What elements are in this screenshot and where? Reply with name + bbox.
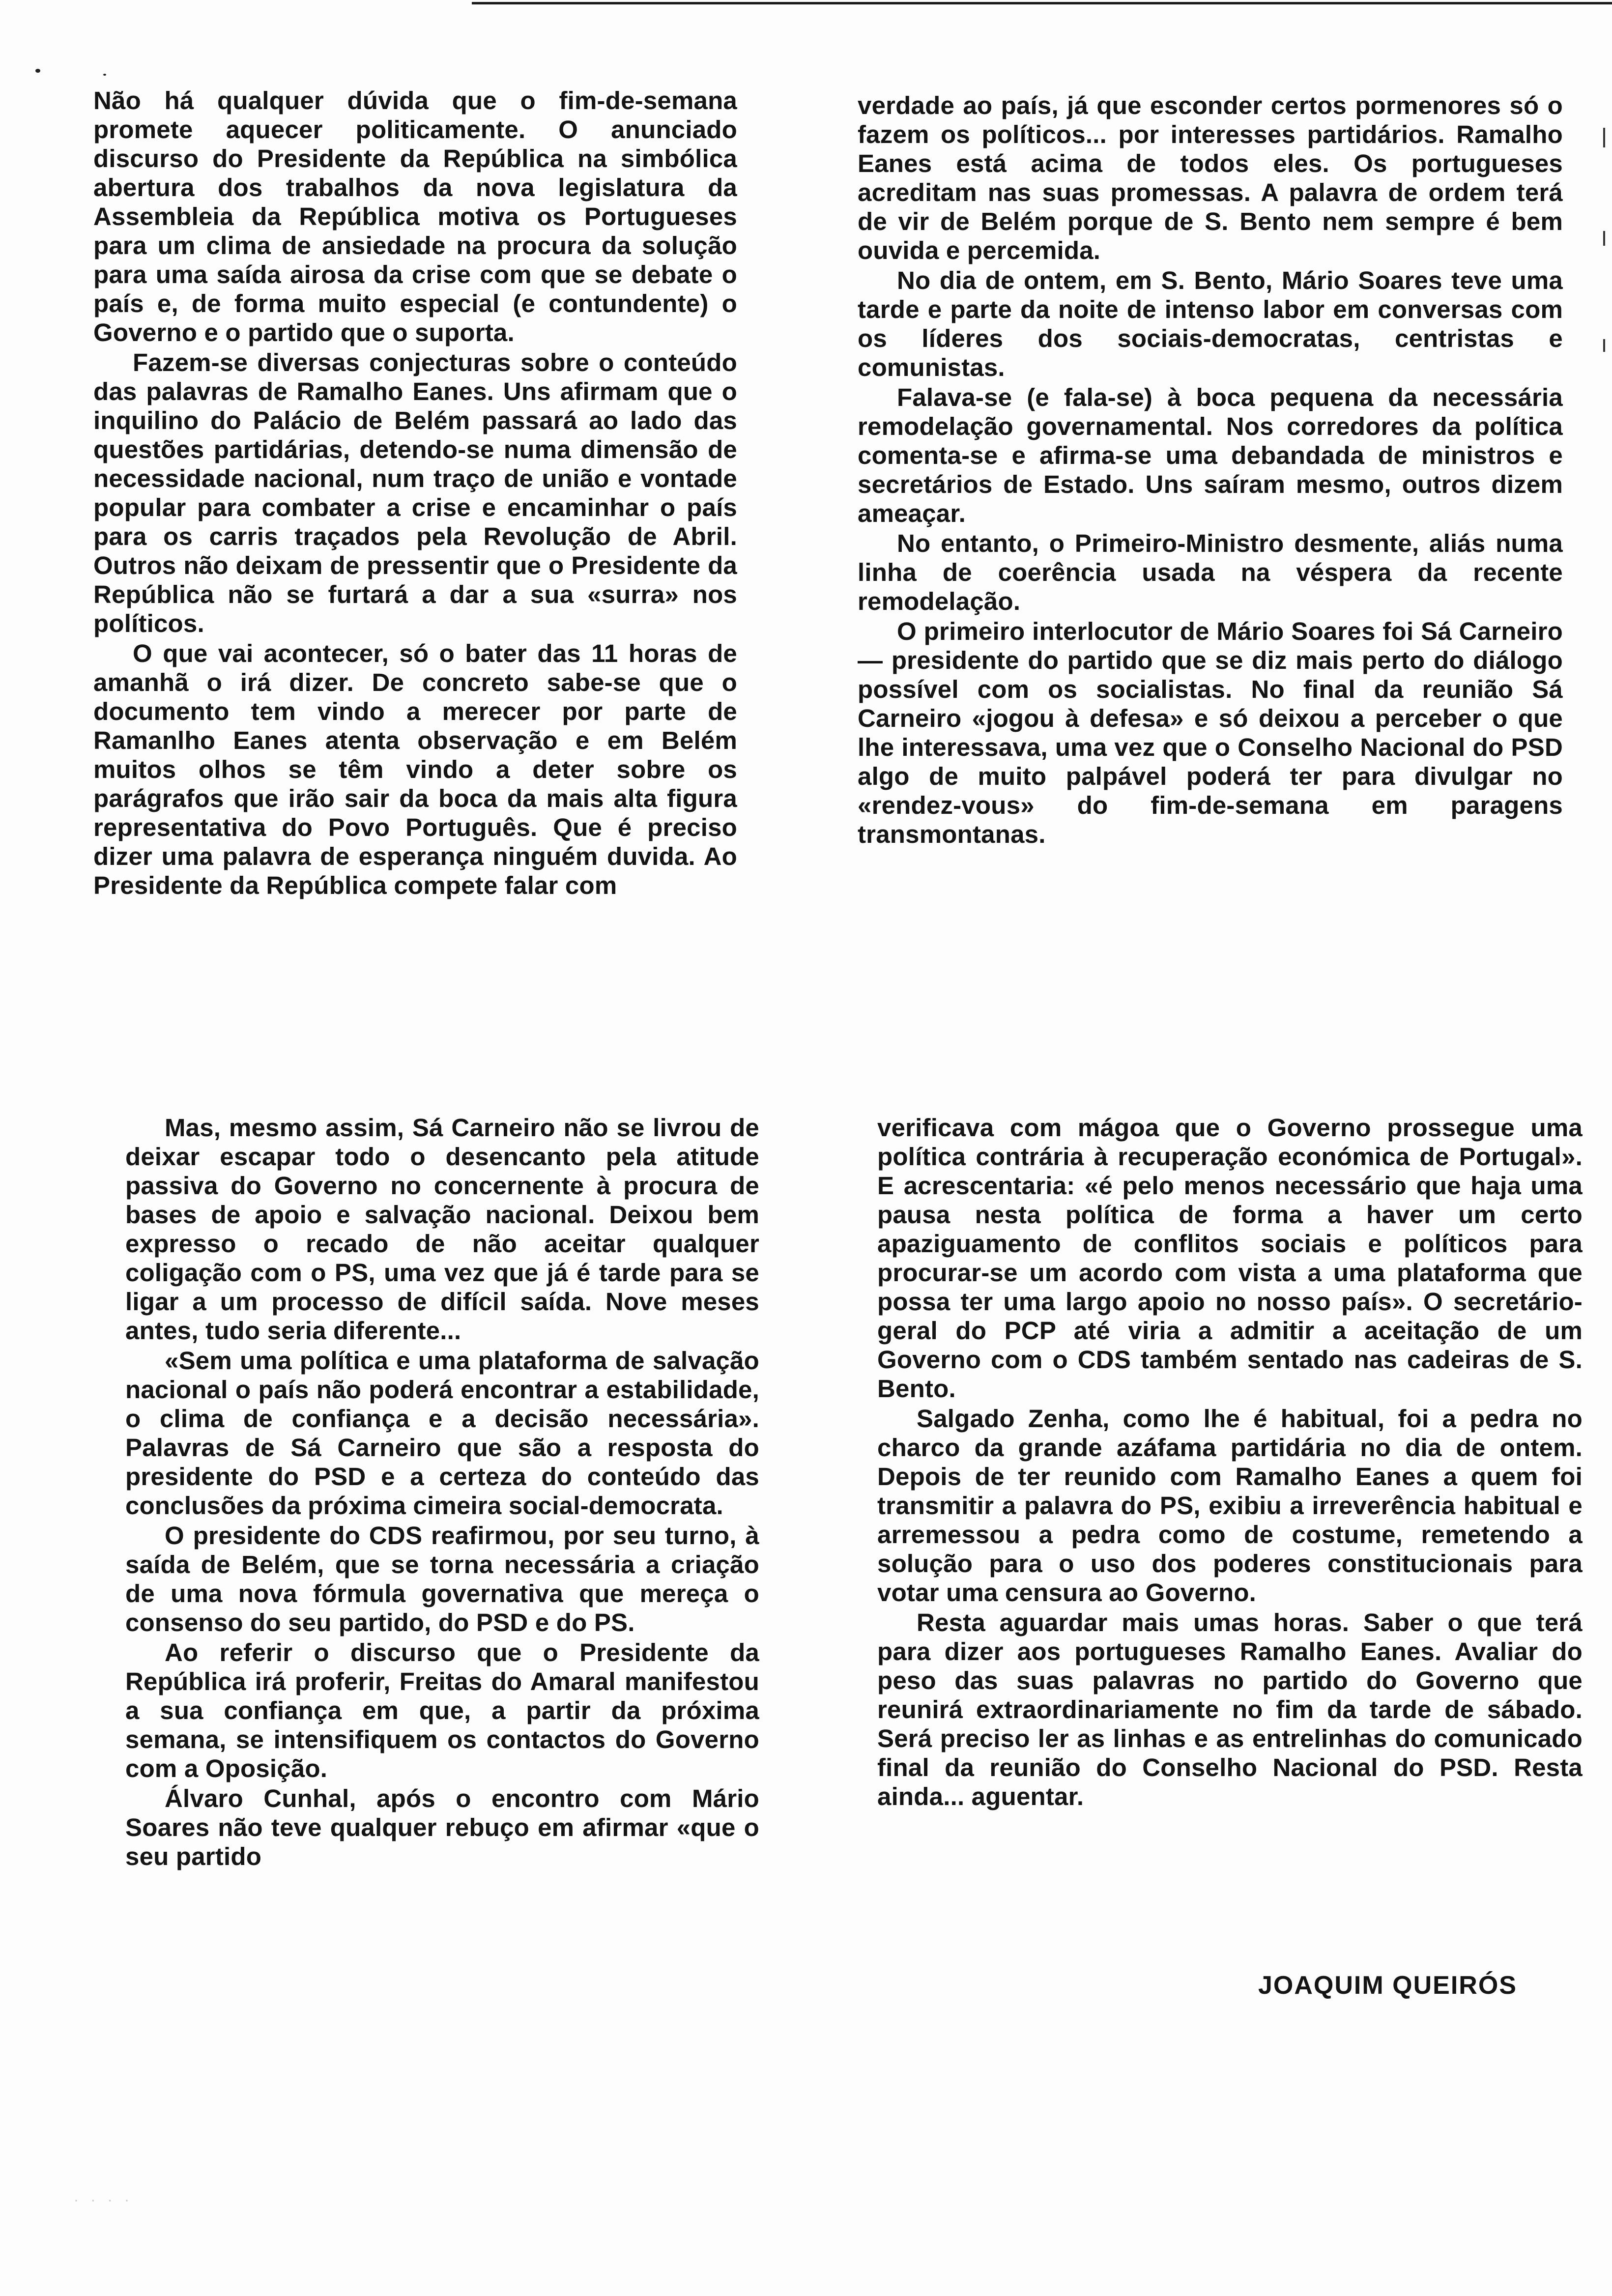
paragraph: O que vai acontecer, só o bater das 11 horas de amanhã o irá dizer. De concreto sabe-se que o documento tem vindo a merecer por parte de Ramanlho Eanes atenta observação e em Belém muitos olhos se têm vindo a deter sobre os parágrafos que irão sair da boca da mais alta figura representativa do Povo Português. Que é preciso dizer uma palavra de esperança ninguém duvida. Ao Presidente da República compete falar com	[93, 639, 737, 899]
column-bottom-left	[125, 1113, 759, 1872]
paragraph: Fazem-se diversas conjecturas sobre o conteúdo das palavras de Ramalho Eanes. Uns afirmam que o inquilino do Palácio de Belém passará ao lado das questões partidárias, detendo-se numa dimensão de necessidade nacional, num traço de união e vontade popular para combater a crise e encaminhar o país para os carris traçados pela Revolução de Abril. Outros não deixam de pressentir que o Presidente da República não se furtará a dar a sua «surra» nos políticos.	[93, 348, 737, 637]
paragraph: Ao referir o discurso que o Presidente da República irá proferir, Freitas do Amaral manifestou a sua confiança em que, a partir da próxima semana, se intensifiquem os contactos do Governo com a Oposição.	[125, 1638, 759, 1782]
top-rule	[472, 2, 1612, 4]
column-bottom-right	[877, 1113, 1583, 1812]
paragraph: Falava-se (e fala-se) à boca pequena da necessária remodelação governamental. Nos corredores da política comenta-se e afirma-se uma debandada de ministros e secretários de Estado. Uns saíram mesmo, outros dizem ameaçar.	[858, 383, 1563, 527]
column-top-right	[858, 91, 1563, 850]
margin-mark	[1603, 128, 1605, 147]
paragraph: O primeiro interlocutor de Mário Soares foi Sá Carneiro — presidente do partido que se diz mais perto do diálogo possível com os socialistas. No final da reunião Sá Carneiro «jogou à defesa» e só deixou a perceber o que lhe interessava, uma vez que o Conselho Nacional do PSD algo de muito palpável poderá ter para divulgar no «rendez-vous» do fim-de-semana em paragens transmontanas.	[858, 617, 1563, 848]
margin-mark	[1603, 231, 1605, 246]
paragraph: «Sem uma política e uma plataforma de salvação nacional o país não poderá encontrar a estabilidade, o clima de confiança e a decisão necessária». Palavras de Sá Carneiro que são a resposta do presidente do PSD e a certeza do conteúdo das conclusões da próxima cimeira social-democrata.	[125, 1347, 759, 1520]
scan-noise: · · · ·	[74, 2192, 133, 2208]
paragraph: Mas, mesmo assim, Sá Carneiro não se livrou de deixar escapar todo o desencanto pela atitude passiva do Governo no concernente à procura de bases de apoio e salvação nacional. Deixou bem expresso o recado de não aceitar qualquer coligação com o PS, uma vez que já é tarde para se ligar a um processo de difícil saída. Nove meses antes, tudo seria diferente...	[125, 1114, 759, 1345]
paragraph: Álvaro Cunhal, após o encontro com Mário Soares não teve qualquer rebuço em afirmar «que o seu partido	[125, 1784, 759, 1870]
paragraph: Resta aguardar mais umas horas. Saber o que terá para dizer aos portugueses Ramalho Eanes. Avaliar do peso das suas palavras no partido do Governo que reunirá extraordinariamente no fim da tarde de sábado. Será preciso ler as linhas e as entrelinhas do comunicado final da reunião do Conselho Nacional do PSD. Resta ainda... aguentar.	[877, 1608, 1583, 1810]
scan-speck	[103, 74, 106, 76]
paragraph: No entanto, o Primeiro-Ministro desmente, aliás numa linha de coerência usada na véspera da recente remodelação.	[858, 529, 1563, 615]
paragraph: No dia de ontem, em S. Bento, Mário Soares teve uma tarde e parte da noite de intenso labor em conversas com os líderes dos sociais-democratas, centristas e comunistas.	[858, 266, 1563, 381]
scan-speck	[35, 69, 40, 73]
paragraph: O presidente do CDS reafirmou, por seu turno, à saída de Belém, que se torna necessária a criação de uma nova fórmula governativa que mereça o consenso do seu partido, do PSD e do PS.	[125, 1521, 759, 1636]
author-byline: JOAQUIM QUEIRÓS	[1258, 1971, 1517, 2000]
paragraph: Não há qualquer dúvida que o fim-de-semana promete aquecer politicamente. O anunciado discurso do Presidente da República na simbólica abertura dos trabalhos da nova legislatura da Assembleia da República motiva os Portugueses para um clima de ansiedade na procura da solução para uma saída airosa da crise com que se debate o país e, de forma muito especial (e contundente) o Governo e o partido que o suporta.	[93, 86, 737, 346]
column-top-left	[93, 86, 737, 901]
paragraph: Salgado Zenha, como lhe é habitual, foi a pedra no charco da grande azáfama partidária no dia de ontem. Depois de ter reunido com Ramalho Eanes a quem foi transmitir a palavra do PS, exibiu a irreverência habitual e arremessou a pedra como de costume, remetendo a solução para o uso dos poderes constitucionais para votar uma censura ao Governo.	[877, 1405, 1583, 1607]
margin-mark	[1603, 339, 1605, 352]
paragraph: verdade ao país, já que esconder certos pormenores só o fazem os políticos... por interesses partidários. Ramalho Eanes está acima de todos eles. Os portugueses acreditam nas suas promessas. A palavra de ordem terá de vir de Belém porque de S. Bento nem sempre é bem ouvida e percemida.	[858, 91, 1563, 264]
paragraph: verificava com mágoa que o Governo prossegue uma política contrária à recuperação económica de Portugal». E acrescentaria: «é pelo menos necessário que haja uma pausa nesta política de forma a haver um certo apaziguamento de conflitos sociais e políticos para procurar-se um acordo com vista a uma plataforma que possa ter uma largo apoio no nosso país». O secretário-geral do PCP até viria a admitir a aceitação de um Governo com o CDS também sentado nas cadeiras de S. Bento.	[877, 1114, 1583, 1403]
